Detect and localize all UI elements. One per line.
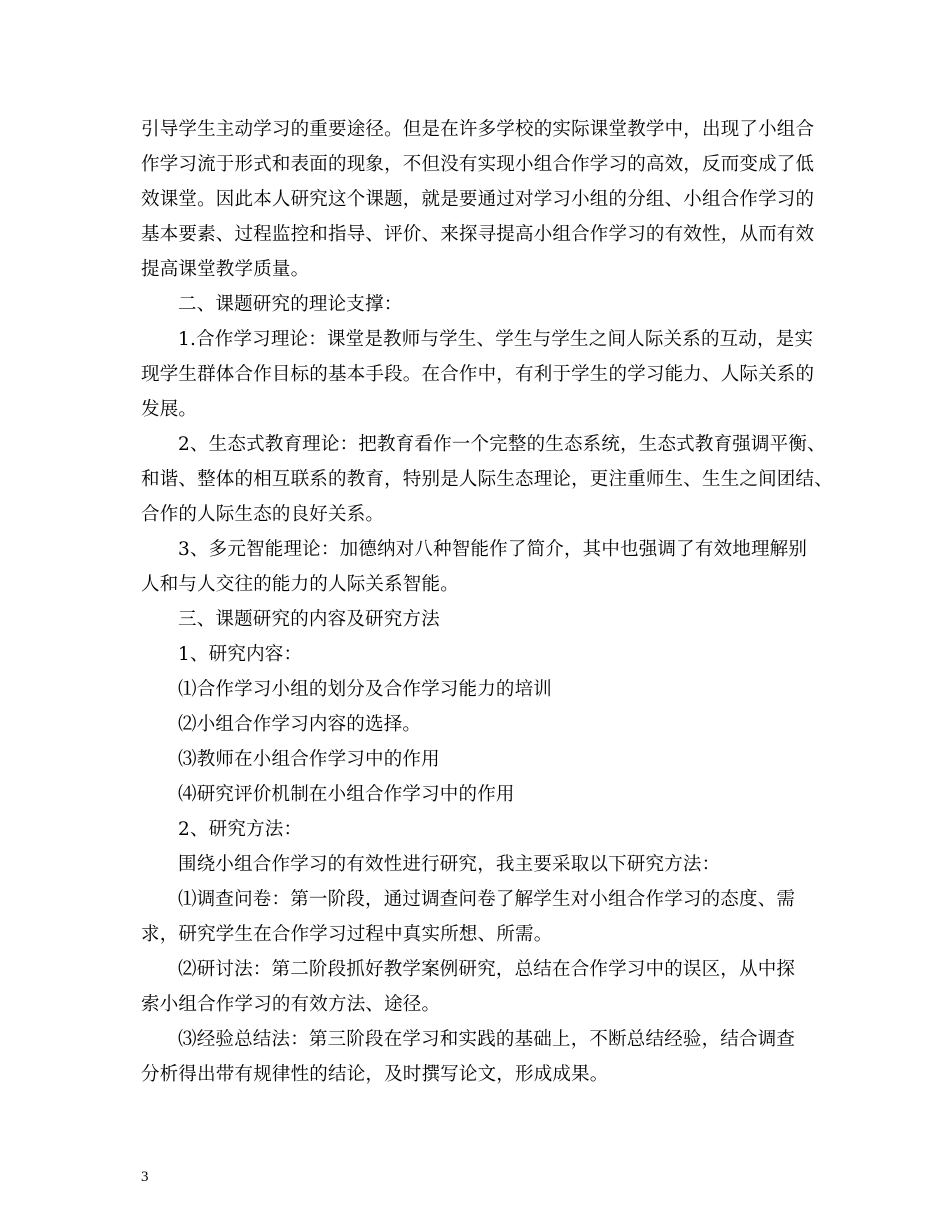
text-line: 索小组合作学习的有效方法、途径。 bbox=[141, 994, 441, 1015]
text-line: 1.合作学习理论：课堂是教师与学生、学生与学生之间人际关系的互动，是实 bbox=[178, 329, 814, 350]
list-item: ⑴合作学习小组的划分及合作学习能力的培训 bbox=[178, 679, 553, 700]
text-line: 引导学生主动学习的重要途径。但是在许多学校的实际课堂教学中，出现了小组合 bbox=[141, 119, 815, 140]
text-line: 2、生态式教育理论：把教育看作一个完整的生态系统，生态式教育强调平衡、 bbox=[178, 434, 826, 455]
subsection-heading: 2、研究方法： bbox=[178, 819, 303, 840]
text-line: 基本要素、过程监控和指导、评价、来探寻提高小组合作学习的有效性，从而有效 bbox=[141, 224, 815, 245]
text-line: 效课堂。因此本人研究这个课题，就是要通过对学习小组的分组、小组合作学习的 bbox=[141, 189, 815, 210]
list-item: ⑶教师在小组合作学习中的作用 bbox=[178, 749, 440, 770]
text-line: 提高课堂教学质量。 bbox=[141, 259, 310, 280]
text-line: 求，研究学生在合作学习过程中真实所想、所需。 bbox=[141, 924, 553, 945]
text-line: 合作的人际生态的良好关系。 bbox=[141, 504, 385, 525]
section-heading: 三、课题研究的内容及研究方法 bbox=[178, 609, 440, 630]
list-item: ⑶经验总结法：第三阶段在学习和实践的基础上，不断总结经验，结合调查 bbox=[178, 1029, 796, 1050]
text-line: 作学习流于形式和表面的现象，不但没有实现小组合作学习的高效，反而变成了低 bbox=[141, 154, 815, 175]
text-line: 现学生群体合作目标的基本手段。在合作中，有利于学生的学习能力、人际关系的 bbox=[141, 364, 815, 385]
list-item: ⑴调查问卷：第一阶段，通过调查问卷了解学生对小组合作学习的态度、需 bbox=[178, 889, 796, 910]
section-heading: 二、课题研究的理论支撑： bbox=[178, 294, 403, 315]
text-line: 围绕小组合作学习的有效性进行研究，我主要采取以下研究方法： bbox=[178, 854, 721, 875]
text-line: 和谐、整体的相互联系的教育，特别是人际生态理论，更注重师生、生生之间团结、 bbox=[141, 469, 833, 490]
list-item: ⑵小组合作学习内容的选择。 bbox=[178, 714, 422, 735]
text-line: 发展。 bbox=[141, 399, 198, 420]
text-line: 3、多元智能理论：加德纳对八种智能作了简介，其中也强调了有效地理解别 bbox=[178, 539, 808, 560]
page-number: 3 bbox=[141, 1169, 149, 1185]
text-line: 分析得出带有规律性的结论，及时撰写论文，形成成果。 bbox=[141, 1064, 609, 1085]
subsection-heading: 1、研究内容： bbox=[178, 644, 303, 665]
text-line: 人和与人交往的能力的人际关系智能。 bbox=[141, 574, 459, 595]
list-item: ⑵研讨法：第二阶段抓好教学案例研究，总结在合作学习中的误区，从中探 bbox=[178, 959, 796, 980]
list-item: ⑷研究评价机制在小组合作学习中的作用 bbox=[178, 784, 515, 805]
